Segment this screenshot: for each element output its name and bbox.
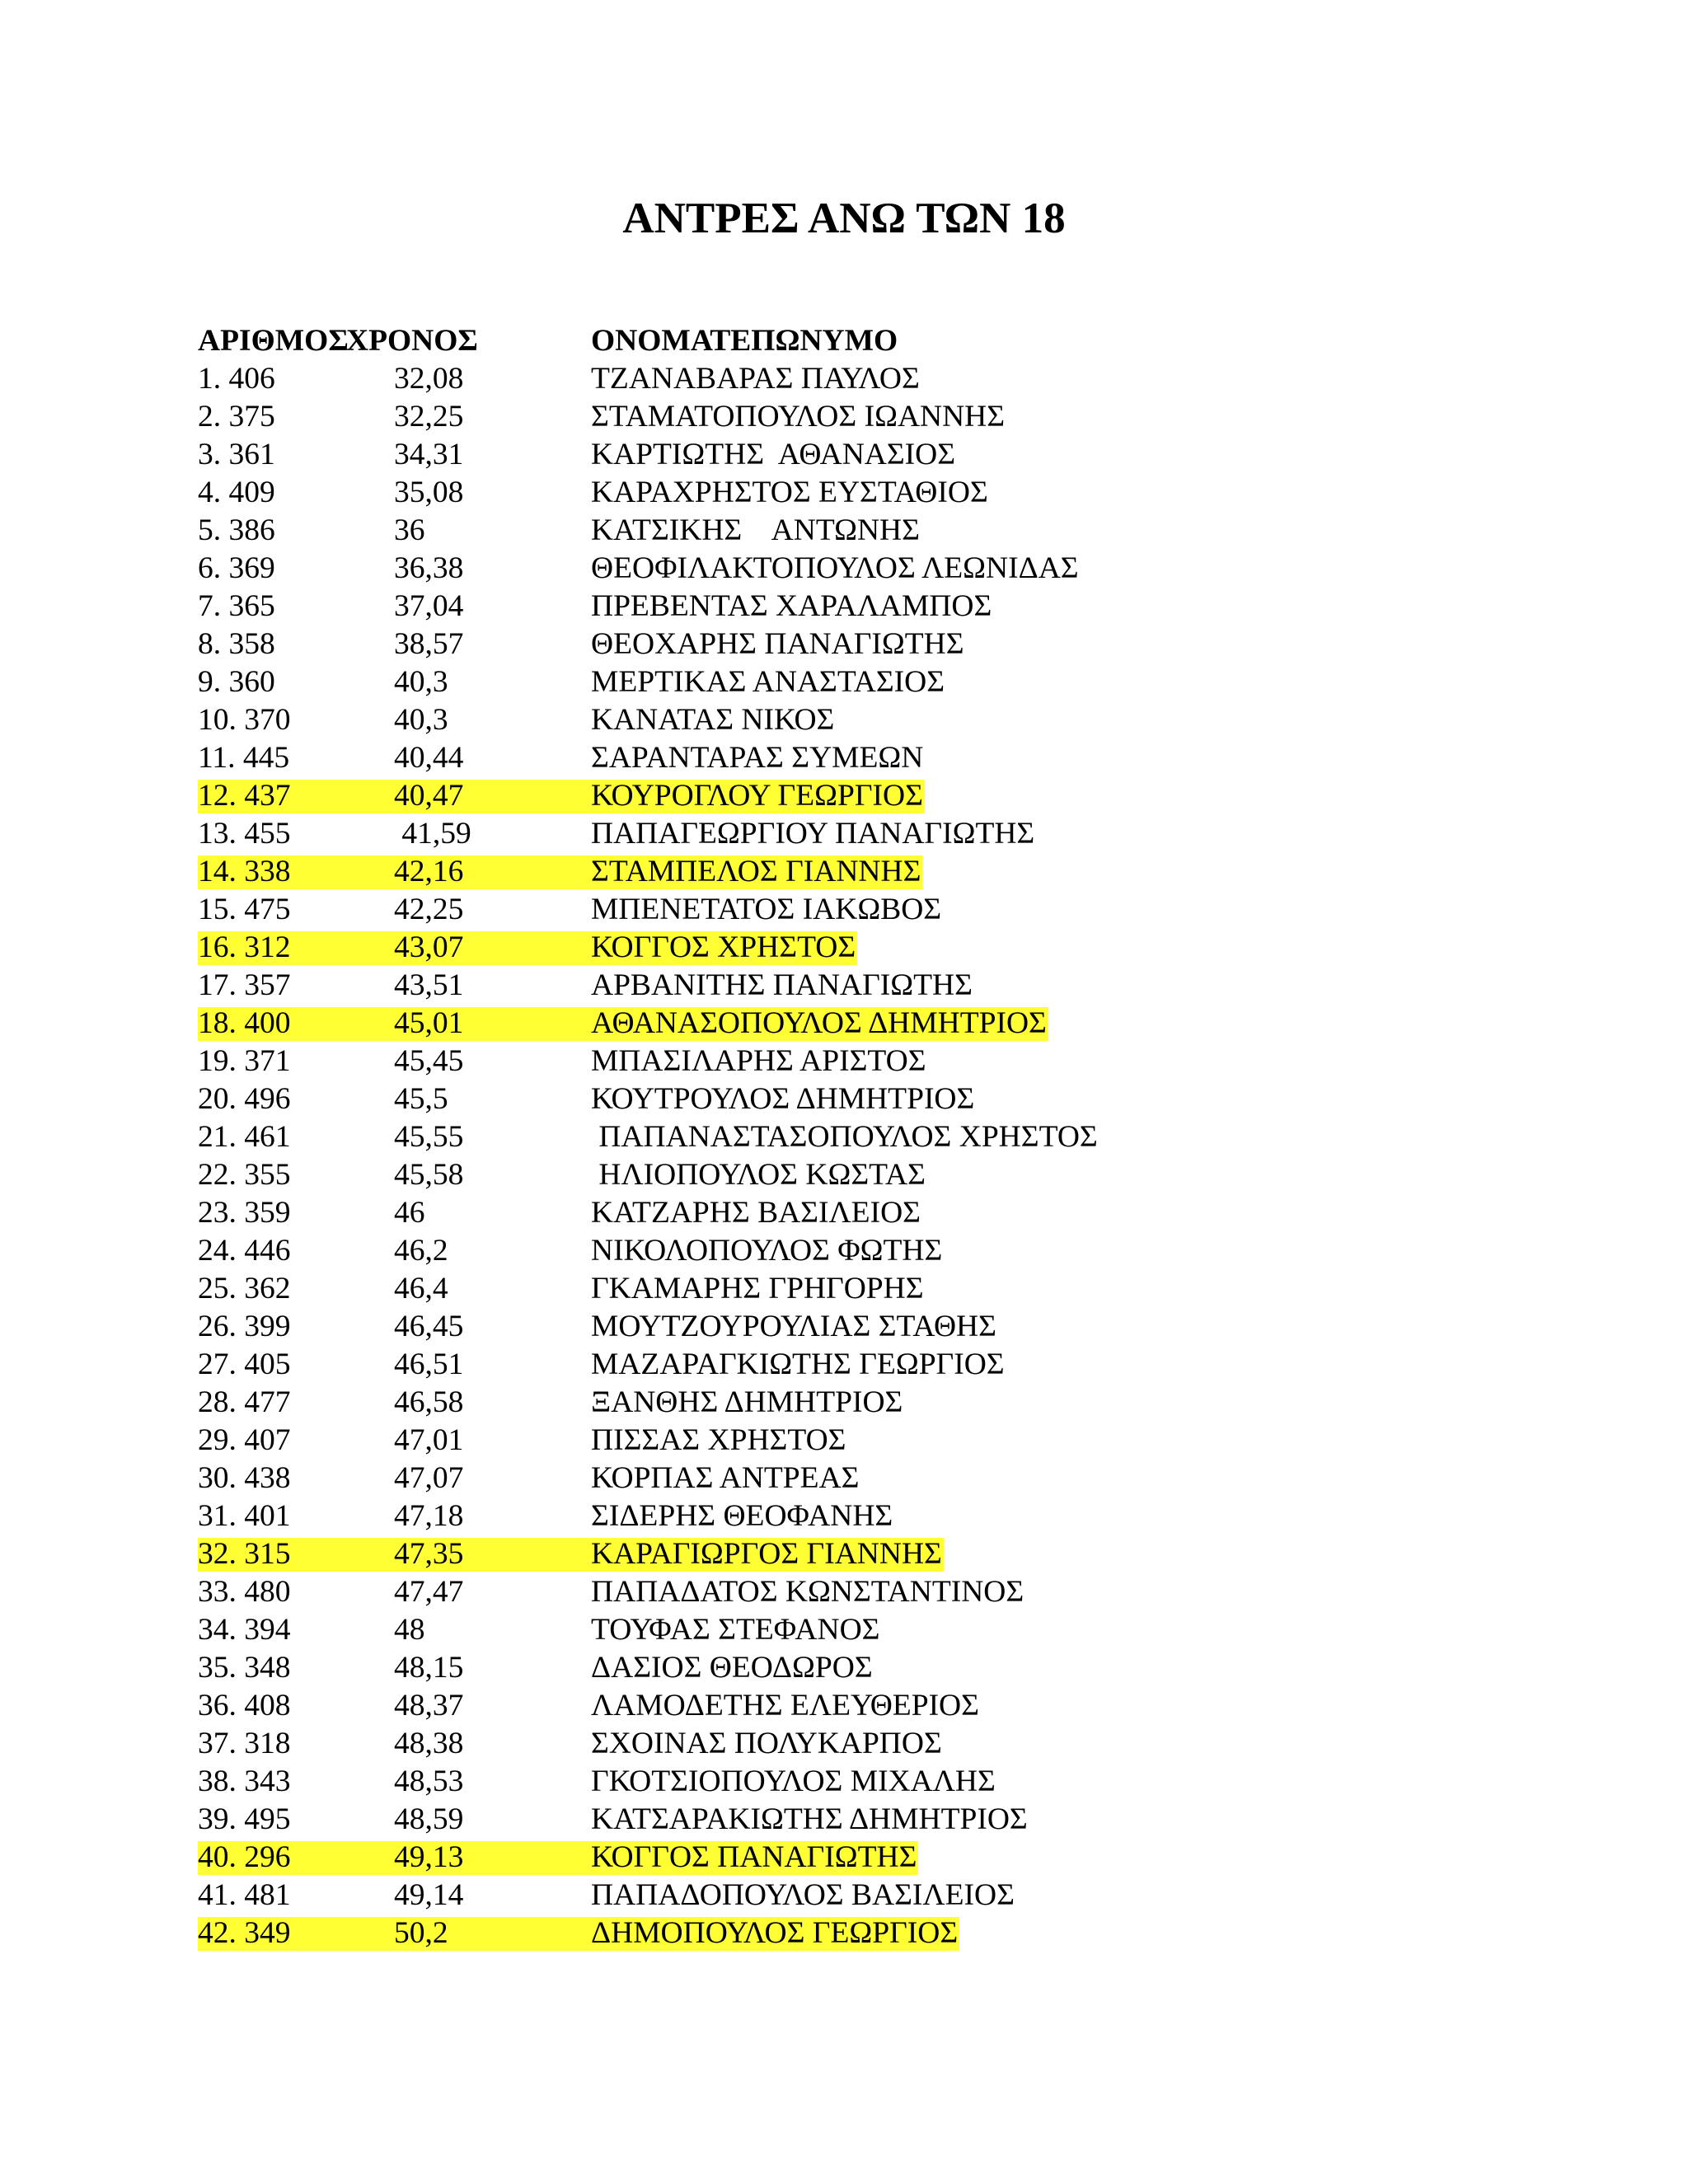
list-item (198, 398, 1517, 436)
entry-name: ΤΖΑΝΑΒΑΡΑΣ ΠΑΥΛΟΣ (591, 362, 920, 396)
list-item (198, 360, 1517, 398)
entry-time: 48,15 (394, 1651, 464, 1685)
list-item (198, 1649, 1517, 1687)
entry-name: ΜΠΑΣΙΛΑΡΗΣ ΑΡΙΣΤΟΣ (591, 1044, 926, 1078)
results-rows (198, 360, 1517, 1952)
list-item (198, 1346, 1517, 1384)
entry-number: 1. 406 (198, 362, 275, 396)
entry-number: 15. 475 (198, 893, 291, 926)
list-item (198, 550, 1517, 588)
entry-time: 32,08 (394, 362, 464, 396)
entry-number: 5. 386 (198, 513, 275, 547)
entry-time: 48,38 (394, 1727, 464, 1760)
entry-number: 8. 358 (198, 627, 275, 661)
entry-time: 42,25 (394, 893, 464, 926)
entry-name: ΤΟΥΦΑΣ ΣΤΕΦΑΝΟΣ (591, 1613, 880, 1647)
entry-number: 26. 399 (198, 1310, 291, 1343)
list-item (198, 1497, 1517, 1535)
entry-number: 31. 401 (198, 1499, 291, 1533)
list-item (198, 1384, 1517, 1422)
list-item (198, 1080, 1517, 1118)
list-item (198, 1422, 1517, 1460)
entry-name: ΚΑΤΣΙΚΗΣ ΑΝΤΩΝΗΣ (591, 513, 920, 547)
list-item (198, 815, 1517, 853)
entry-number: 41. 481 (198, 1878, 291, 1912)
entry-name: ΚΟΡΠΑΣ ΑΝΤΡΕΑΣ (591, 1461, 860, 1495)
list-item (198, 1156, 1517, 1194)
list-item (198, 1611, 1517, 1649)
column-header-name: ΟΝΟΜΑΤΕΠΩΝΥΜΟ (591, 324, 898, 358)
entry-name: ΚΑΡΑΓΙΩΡΓΟΣ ΓΙΑΝΝΗΣ (591, 1537, 942, 1571)
entry-number: 11. 445 (198, 741, 290, 775)
entry-number: 3. 361 (198, 438, 275, 471)
entry-time: 40,44 (394, 741, 464, 775)
entry-number: 9. 360 (198, 665, 275, 699)
entry-time: 45,5 (394, 1082, 448, 1116)
list-item (198, 1270, 1517, 1308)
list-item (198, 1232, 1517, 1270)
entry-time: 48,37 (394, 1689, 464, 1722)
list-item (198, 1725, 1517, 1763)
entry-time: 36,38 (394, 551, 464, 585)
entry-number: 14. 338 (198, 855, 291, 888)
entry-number: 25. 362 (198, 1272, 291, 1305)
entry-number: 32. 315 (198, 1537, 291, 1571)
entry-name: ΜΠΕΝΕΤΑΤΟΣ ΙΑΚΩΒΟΣ (591, 893, 942, 926)
entry-time: 49,14 (394, 1878, 464, 1912)
list-item (198, 1763, 1517, 1801)
entry-time: 40,3 (394, 703, 448, 737)
list-item (198, 929, 1517, 967)
entry-time: 46,2 (394, 1234, 448, 1268)
entry-number: 12. 437 (198, 779, 291, 813)
entry-time: 47,35 (394, 1537, 464, 1571)
list-item (198, 588, 1517, 626)
entry-time: 43,51 (394, 968, 464, 1002)
list-item (198, 891, 1517, 929)
list-item (198, 701, 1517, 739)
entry-number: 30. 438 (198, 1461, 291, 1495)
entry-name: ΣΤΑΜΠΕΛΟΣ ΓΙΑΝΝΗΣ (591, 855, 921, 888)
entry-name: ΛΑΜΟΔΕΤΗΣ ΕΛΕΥΘΕΡΙΟΣ (591, 1689, 979, 1722)
entry-number: 39. 495 (198, 1802, 291, 1836)
list-item (198, 474, 1517, 512)
entry-number: 16. 312 (198, 930, 291, 964)
entry-number: 36. 408 (198, 1689, 291, 1722)
list-item (198, 1915, 1517, 1952)
entry-name: ΠΡΕΒΕΝΤΑΣ ΧΑΡΑΛΑΜΠΟΣ (591, 589, 992, 623)
entry-number: 28. 477 (198, 1385, 291, 1419)
entry-name: ΚΟΥΡΟΓΛΟΥ ΓΕΩΡΓΙΟΣ (591, 779, 923, 813)
entry-time: 48 (394, 1613, 425, 1647)
entry-time: 35,08 (394, 476, 464, 509)
list-item (198, 777, 1517, 815)
entry-number: 37. 318 (198, 1727, 291, 1760)
entry-time: 48,59 (394, 1802, 464, 1836)
list-item (198, 1194, 1517, 1232)
entry-number: 23. 359 (198, 1196, 291, 1230)
entry-number: 6. 369 (198, 551, 275, 585)
entry-time: 38,57 (394, 627, 464, 661)
entry-name: ΜΑΖΑΡΑΓΚΙΩΤΗΣ ΓΕΩΡΓΙΟΣ (591, 1347, 1005, 1381)
entry-number: 27. 405 (198, 1347, 291, 1381)
list-item (198, 512, 1517, 550)
entry-name: ΚΟΓΓΟΣ ΠΑΝΑΓΙΩΤΗΣ (591, 1840, 917, 1874)
entry-number: 10. 370 (198, 703, 291, 737)
list-item (198, 1535, 1517, 1573)
entry-name: ΔΑΣΙΟΣ ΘΕΟΔΩΡΟΣ (591, 1651, 873, 1685)
results-list (198, 322, 1517, 1952)
list-item (198, 663, 1517, 701)
entry-time: 46,58 (394, 1385, 464, 1419)
entry-number: 22. 355 (198, 1158, 291, 1192)
entry-number: 33. 480 (198, 1575, 291, 1609)
entry-time: 43,07 (394, 930, 464, 964)
entry-name: ΠΙΣΣΑΣ ΧΡΗΣΤΟΣ (591, 1423, 846, 1457)
entry-number: 2. 375 (198, 400, 275, 434)
list-item (198, 1308, 1517, 1346)
entry-name: ΜΟΥΤΖΟΥΡΟΥΛΙΑΣ ΣΤΑΘΗΣ (591, 1310, 996, 1343)
entry-number: 42. 349 (198, 1916, 291, 1950)
entry-number: 34. 394 (198, 1613, 291, 1647)
entry-time: 37,04 (394, 589, 464, 623)
entry-number: 24. 446 (198, 1234, 291, 1268)
entry-time: 46 (394, 1196, 425, 1230)
entry-time: 36 (394, 513, 425, 547)
list-item (198, 1460, 1517, 1497)
list-item (198, 967, 1517, 1005)
entry-number: 17. 357 (198, 968, 291, 1002)
list-item (198, 1839, 1517, 1877)
entry-number: 40. 296 (198, 1840, 291, 1874)
entry-name: ΔΗΜΟΠΟΥΛΟΣ ΓΕΩΡΓΙΟΣ (591, 1916, 959, 1950)
entry-name: ΚΑΤΣΑΡΑΚΙΩΤΗΣ ΔΗΜΗΤΡΙΟΣ (591, 1802, 1028, 1836)
entry-number: 21. 461 (198, 1120, 291, 1154)
entry-time: 47,18 (394, 1499, 464, 1533)
entry-name: ΠΑΠΑΔΟΠΟΥΛΟΣ ΒΑΣΙΛΕΙΟΣ (591, 1878, 1015, 1912)
list-item (198, 626, 1517, 663)
entry-time: 32,25 (394, 400, 464, 434)
entry-time: 41,59 (394, 817, 471, 851)
column-header-number: ΑΡΙΘΜΟΣ (198, 324, 349, 358)
entry-time: 45,55 (394, 1120, 464, 1154)
entry-time: 50,2 (394, 1916, 448, 1950)
entry-time: 40,3 (394, 665, 448, 699)
entry-name: ΗΛΙΟΠΟΥΛΟΣ ΚΩΣΤΑΣ (591, 1158, 926, 1192)
list-item (198, 1118, 1517, 1156)
list-item (198, 853, 1517, 891)
entry-time: 45,58 (394, 1158, 464, 1192)
entry-number: 4. 409 (198, 476, 275, 509)
entry-number: 18. 400 (198, 1006, 291, 1040)
page-title: ΑΝΤΡΕΣ ΑΝΩ ΤΩΝ 18 (622, 194, 1066, 242)
entry-time: 45,45 (394, 1044, 464, 1078)
list-item (198, 739, 1517, 777)
entry-name: ΜΕΡΤΙΚΑΣ ΑΝΑΣΤΑΣΙΟΣ (591, 665, 945, 699)
entry-name: ΑΡΒΑΝΙΤΗΣ ΠΑΝΑΓΙΩΤΗΣ (591, 968, 973, 1002)
list-item (198, 1801, 1517, 1839)
entry-number: 19. 371 (198, 1044, 291, 1078)
entry-time: 46,4 (394, 1272, 448, 1305)
entry-time: 46,51 (394, 1347, 464, 1381)
entry-name: ΚΟΥΤΡΟΥΛΟΣ ΔΗΜΗΤΡΙΟΣ (591, 1082, 975, 1116)
list-item (198, 1877, 1517, 1915)
entry-number: 20. 496 (198, 1082, 291, 1116)
entry-name: ΚΟΓΓΟΣ ΧΡΗΣΤΟΣ (591, 930, 856, 964)
entry-number: 35. 348 (198, 1651, 291, 1685)
entry-number: 13. 455 (198, 817, 291, 851)
entry-time: 42,16 (394, 855, 464, 888)
list-item (198, 1043, 1517, 1080)
entry-name: ΘΕΟΧΑΡΗΣ ΠΑΝΑΓΙΩΤΗΣ (591, 627, 964, 661)
entry-time: 48,53 (394, 1765, 464, 1798)
entry-time: 46,45 (394, 1310, 464, 1343)
entry-time: 47,47 (394, 1575, 464, 1609)
entry-name: ΞΑΝΘΗΣ ΔΗΜΗΤΡΙΟΣ (591, 1385, 903, 1419)
entry-time: 40,47 (394, 779, 464, 813)
list-item (198, 1573, 1517, 1611)
entry-name: ΠΑΠΑΓΕΩΡΓΙΟΥ ΠΑΝΑΓΙΩΤΗΣ (591, 817, 1035, 851)
entry-name: ΠΑΠΑΔΑΤΟΣ ΚΩΝΣΤΑΝΤΙΝΟΣ (591, 1575, 1025, 1609)
entry-number: 38. 343 (198, 1765, 291, 1798)
entry-name: ΣΑΡΑΝΤΑΡΑΣ ΣΥΜΕΩΝ (591, 741, 924, 775)
entry-name: ΚΑΤΖΑΡΗΣ ΒΑΣΙΛΕΙΟΣ (591, 1196, 921, 1230)
entry-number: 7. 365 (198, 589, 275, 623)
entry-name: ΠΑΠΑΝΑΣΤΑΣΟΠΟΥΛΟΣ ΧΡΗΣΤΟΣ (591, 1120, 1098, 1154)
entry-name: ΑΘΑΝΑΣΟΠΟΥΛΟΣ ΔΗΜΗΤΡΙΟΣ (591, 1006, 1047, 1040)
list-item (198, 436, 1517, 474)
entry-number: 29. 407 (198, 1423, 291, 1457)
entry-name: ΓΚΑΜΑΡΗΣ ΓΡΗΓΟΡΗΣ (591, 1272, 924, 1305)
entry-time: 34,31 (394, 438, 464, 471)
column-header-row (198, 322, 1517, 360)
entry-name: ΘΕΟΦΙΛΑΚΤΟΠΟΥΛΟΣ ΛΕΩΝΙΔΑΣ (591, 551, 1079, 585)
entry-name: ΝΙΚΟΛΟΠΟΥΛΟΣ ΦΩΤΗΣ (591, 1234, 943, 1268)
list-item (198, 1005, 1517, 1043)
list-item (198, 1687, 1517, 1725)
column-header-time: ΧΡΟΝΟΣ (346, 324, 478, 358)
entry-time: 49,13 (394, 1840, 464, 1874)
entry-time: 45,01 (394, 1006, 464, 1040)
entry-name: ΚΑΡΤΙΩΤΗΣ ΑΘΑΝΑΣΙΟΣ (591, 438, 956, 471)
entry-name: ΓΚΟΤΣΙΟΠΟΥΛΟΣ ΜΙΧΑΛΗΣ (591, 1765, 996, 1798)
entry-time: 47,01 (394, 1423, 464, 1457)
entry-name: ΣΤΑΜΑΤΟΠΟΥΛΟΣ ΙΩΑΝΝΗΣ (591, 400, 1006, 434)
entry-name: ΣΙΔΕΡΗΣ ΘΕΟΦΑΝΗΣ (591, 1499, 893, 1533)
entry-name: ΚΑΝΑΤΑΣ ΝΙΚΟΣ (591, 703, 835, 737)
entry-name: ΚΑΡΑΧΡΗΣΤΟΣ ΕΥΣΤΑΘΙΟΣ (591, 476, 988, 509)
entry-name: ΣΧΟΙΝΑΣ ΠΟΛΥΚΑΡΠΟΣ (591, 1727, 942, 1760)
entry-time: 47,07 (394, 1461, 464, 1495)
